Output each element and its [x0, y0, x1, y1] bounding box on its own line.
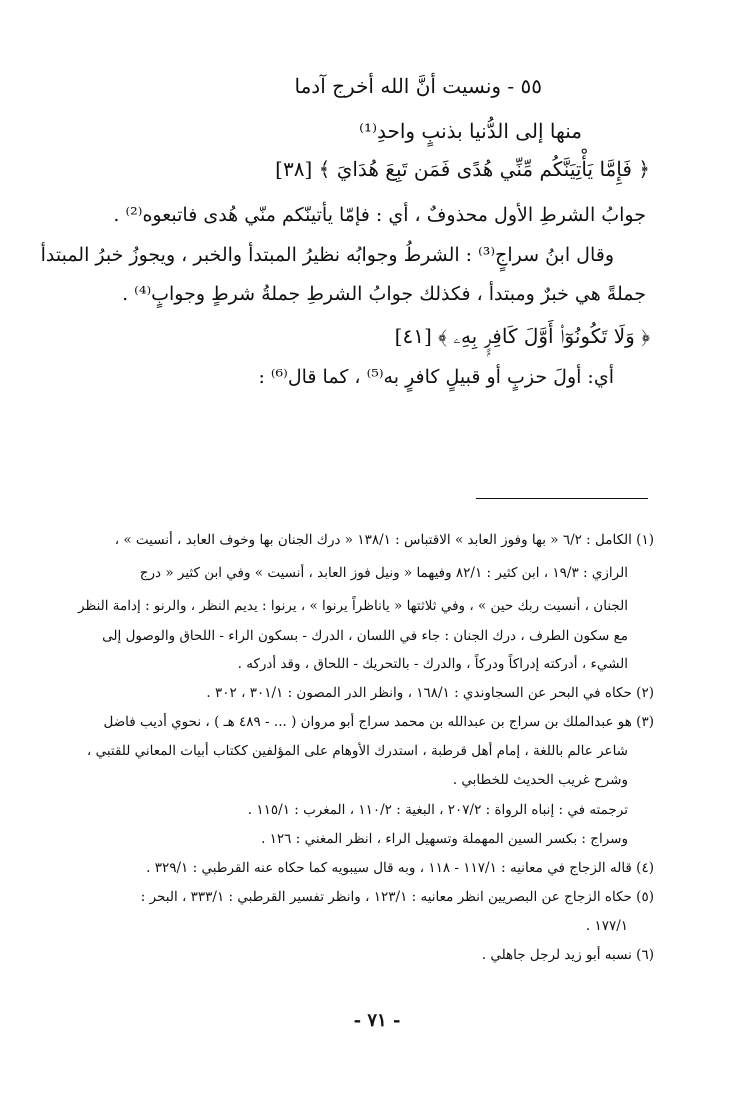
- verse-line-1: ٥٥ - ونسيت أنَّ الله أخرج آدما: [294, 74, 542, 98]
- footnote-5-line-1: (٥) حكاه الزجاج عن البصريين انظر معانيه : ١٢٣/١ ، وانظر تفسير القرطبي : ٣٣٣/١ ، البحر :: [140, 889, 654, 905]
- footnote-1-line-3: الجنان ، أنسيت ربك حين » ، وفي ثلاثتها « ياناظراً يرنوا » ، يرنوا : يديم النظر ، والرنو : إدامة النظر: [78, 598, 628, 614]
- paragraph-2: وقال ابنُ سراجٍ⁽³⁾ : الشرطُ وجوابُه نظيرُ المبتدأ والخبر ، ويجوزُ خبرُ المبتدأ: [40, 244, 614, 266]
- paragraph-4: أي: أولَ حزبٍ أو قبيلٍ كافرٍ به⁽⁵⁾ ، كما قال⁽⁶⁾ :: [258, 366, 614, 388]
- paragraph-3: جملةً هي خبرٌ ومبتدأ ، فكذلك جوابُ الشرطِ جملةُ شرطٍ وجوابٍ⁽⁴⁾ .: [122, 283, 646, 305]
- verse-line-2: منها إلى الدُّنيا بذنبٍ واحدِ⁽¹⁾: [359, 119, 582, 143]
- footnote-6: (٦) نسبه أبو زيد لرجل جاهلي .: [481, 947, 654, 963]
- footnote-1-line-1: (١) الكامل : ٦/٢ « بها وفوز العابد » الاقتباس : ١٣٨/١ « درك الجنان بها وخوف العابد ، أنسيت » ،: [114, 532, 654, 548]
- footnote-3-line-2: شاعر عالم باللغة ، إمام أهل قرطبة ، استدرك الأوهام على المؤلفين ككتاب أبيات المعاني للقتبي ،: [86, 743, 628, 759]
- footnote-3-line-5: وسراج : بكسر السين المهملة وتسهيل الراء ، انظر المغني : ١٢٦ .: [261, 831, 628, 847]
- footnote-divider: [476, 498, 648, 499]
- footnote-1-line-4: مع سكون الطرف ، درك الجنان : جاء في اللسان ، الدرك - بسكون الراء - اللحاق والوصول إلى: [102, 628, 628, 644]
- page-number: - ٧١ -: [353, 1010, 401, 1031]
- footnote-3-line-4: ترجمته في : إنباه الرواة : ٢٠٧/٢ ، البغية : ١١٠/٢ ، المغرب : ١١٥/١ .: [247, 802, 628, 818]
- footnote-4: (٤) قاله الزجاج في معانيه : ١١٧/١ - ١١٨ ، وبه قال سيبويه كما حكاه عنه القرطبي : ٣٢٩/١ .: [146, 860, 654, 876]
- footnote-1-line-2: الرازي : ١٩/٣ ، ابن كثير : ٨٢/١ وفيهما « ونيل فوز العابد ، أنسيت » وفي ابن كثير « درج: [139, 565, 628, 581]
- paragraph-1: جوابُ الشرطِ الأول محذوفٌ ، أي : فإمّا يأتينّكم منّي هُدى فاتبعوه⁽²⁾ .: [113, 204, 646, 226]
- footnote-5-line-2: ١٧٧/١ .: [585, 918, 628, 934]
- footnote-3-line-1: (٣) هو عبدالملك بن سراج بن عبدالله بن محمد سراج أبو مروان ( ... - ٤٨٩ هـ ) ، نحوي أديب فاضل: [103, 714, 654, 730]
- footnote-2: (٢) حكاه في البحر عن السجاوندي : ١٦٨/١ ، وانظر الدر المصون : ٣٠١/١ ، ٣٠٢ .: [206, 685, 654, 701]
- footnote-1-line-5: الشيء ، أدركته إدراكاً ودركاً ، والدرك - بالتحريك - اللحاق ، وقد أدركه .: [237, 656, 628, 672]
- quran-verse-38: ﴿ فَإِمَّا يَأْتِيَنَّكُم مِّنِّي هُدًى فَمَن تَبِعَ هُدَايَ ﴾ [٣٨]: [275, 157, 650, 181]
- footnote-3-line-3: وشرح غريب الحديث للخطابي .: [452, 772, 628, 788]
- quran-verse-41: ﴿ وَلَا تَكُونُوٓا۟ أَوَّلَ كَافِرٍۭ بِهِۦ ﴾ [٤١]: [394, 324, 650, 348]
